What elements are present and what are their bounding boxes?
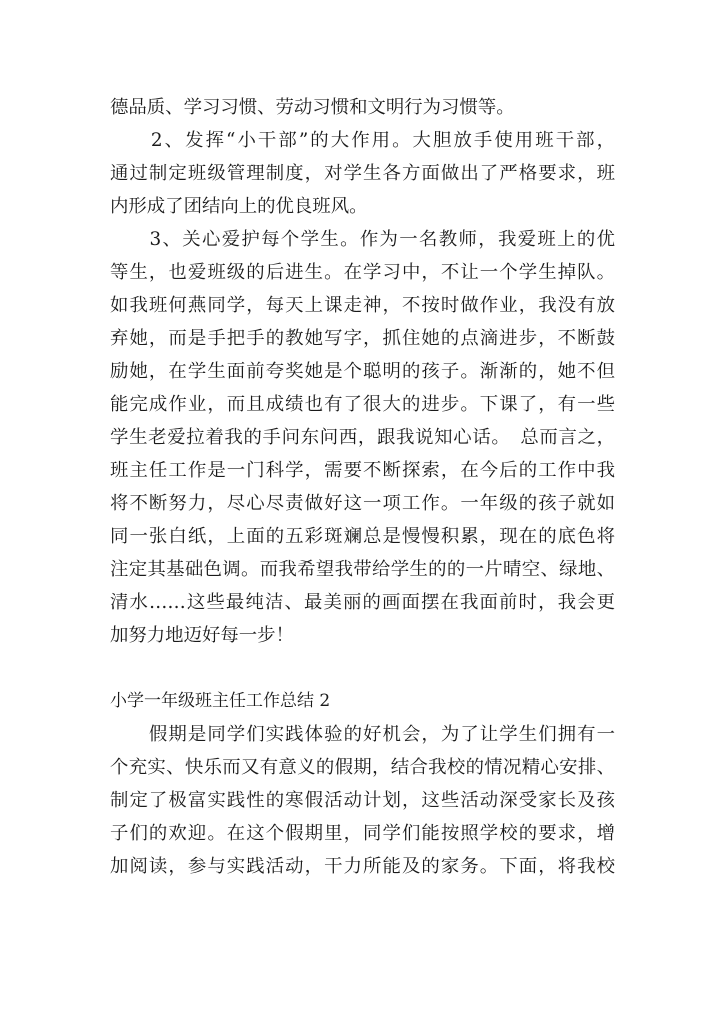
paragraph-line: 励她，在学生面前夸奖她是个聪明的孩子。渐渐的，她不但 bbox=[110, 361, 615, 382]
paragraph-line: 同一张白纸，上面的五彩斑斓总是慢慢积累，现在的底色将 bbox=[110, 526, 615, 547]
paragraph-line: 3、关心爱护每个学生。作为一名教师，我爱班上的优 bbox=[110, 229, 615, 250]
section-spacer bbox=[110, 652, 615, 685]
paragraph-line: 学生老爱拉着我的手问东问西，跟我说知心话。 总而言之， bbox=[110, 427, 615, 448]
paragraph-line: 加努力地迈好每一步！ bbox=[110, 625, 294, 646]
paragraph-line: 能完成作业，而且成绩也有了很大的进步。下课了，有一些 bbox=[110, 394, 615, 415]
paragraph-line: 弃她，而是手把手的教她写字，抓住她的点滴进步，不断鼓 bbox=[110, 328, 615, 349]
paragraph-line: 通过制定班级管理制度，对学生各方面做出了严格要求，班 bbox=[110, 163, 615, 184]
section-1 bbox=[110, 91, 615, 652]
paragraph-line: 清水……这些最纯洁、最美丽的画面摆在我面前时，我会更 bbox=[110, 592, 615, 613]
paragraph-line: 个充实、快乐而又有意义的假期，结合我校的情况精心安排、 bbox=[110, 757, 615, 778]
paragraph-line: 将不断努力，尽心尽责做好这一项工作。一年级的孩子就如 bbox=[110, 493, 615, 514]
section-2 bbox=[110, 718, 615, 883]
paragraph-line: 注定其基础色调。而我希望我带给学生的的一片晴空、绿地、 bbox=[110, 559, 615, 580]
paragraph-line: 等生，也爱班级的后进生。在学习中，不让一个学生掉队。 bbox=[110, 262, 615, 283]
document-page bbox=[110, 91, 615, 883]
paragraph-line: 假期是同学们实践体验的好机会，为了让学生们拥有一 bbox=[110, 724, 615, 745]
paragraph-line: 子们的欢迎。在这个假期里，同学们能按照学校的要求，增 bbox=[110, 823, 615, 844]
paragraph-line: 班主任工作是一门科学，需要不断探索，在今后的工作中我 bbox=[110, 460, 615, 481]
section-heading: 小学一年级班主任工作总结 2 bbox=[110, 691, 331, 711]
paragraph-line: 2、发挥“小干部”的大作用。大胆放手使用班干部， bbox=[110, 130, 615, 151]
paragraph-line: 加阅读，参与实践活动，干力所能及的家务。下面，将我校 bbox=[110, 856, 615, 877]
paragraph-line: 内形成了团结向上的优良班风。 bbox=[110, 196, 368, 217]
paragraph-line: 制定了极富实践性的寒假活动计划，这些活动深受家长及孩 bbox=[110, 790, 615, 811]
paragraph-line: 如我班何燕同学，每天上课走神，不按时做作业，我没有放 bbox=[110, 295, 615, 316]
paragraph-line: 德品质、学习习惯、劳动习惯和文明行为习惯等。 bbox=[110, 97, 515, 118]
